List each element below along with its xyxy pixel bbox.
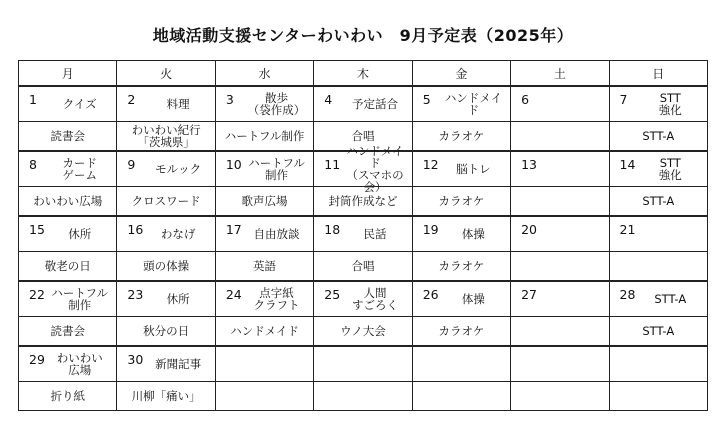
week-day-row <box>19 151 708 187</box>
day-number: 24 <box>225 287 242 302</box>
activity-cell: STT-A <box>609 317 707 347</box>
day-program: カード ゲーム <box>62 156 97 182</box>
day-number: 12 <box>422 157 439 172</box>
day-cell <box>412 151 510 187</box>
activity-cell: カラオケ <box>412 122 510 152</box>
activity-cell <box>609 382 707 411</box>
day-program: STT-A <box>654 292 687 306</box>
activity-cell: カラオケ <box>412 252 510 282</box>
day-program: 新聞記事 <box>155 357 202 371</box>
day-number: 20 <box>521 222 538 237</box>
day-cell <box>314 86 412 122</box>
day-number: 23 <box>127 287 144 302</box>
day-number: 21 <box>619 222 636 237</box>
day-program <box>441 347 506 381</box>
weekday-header-tue: 火 <box>117 61 215 87</box>
day-cell <box>609 86 707 122</box>
day-cell <box>117 86 215 122</box>
day-program: 予定話合 <box>351 97 398 111</box>
day-program: ハンドメイド （スマホの会） <box>346 144 404 194</box>
week-activity-row <box>19 382 708 411</box>
day-number: 8 <box>29 157 37 172</box>
day-cell <box>412 281 510 317</box>
day-program <box>638 217 703 251</box>
day-cell <box>19 216 117 252</box>
day-program: 点字紙 クラフト <box>253 286 300 312</box>
weekday-header-thu: 木 <box>314 61 412 87</box>
day-number: 16 <box>127 222 144 237</box>
day-number: 15 <box>29 222 45 237</box>
activity-cell: 合唱 <box>314 122 412 152</box>
activity-cell <box>511 122 609 152</box>
activity-cell: 川柳「痛い」 <box>117 382 215 411</box>
day-cell <box>19 151 117 187</box>
day-cell <box>412 216 510 252</box>
activity-cell <box>511 252 609 282</box>
day-cell <box>511 216 609 252</box>
activity-cell: ウノ大会 <box>314 317 412 347</box>
day-number: 4 <box>324 92 333 107</box>
activity-cell: 折り紙 <box>19 382 117 411</box>
day-program: ハートフル 制作 <box>51 286 109 312</box>
weekday-header-mon: 月 <box>19 61 117 87</box>
day-program: モルック <box>155 162 202 176</box>
day-program <box>638 347 703 381</box>
day-number: 14 <box>619 157 636 172</box>
day-program: 脳トレ <box>456 162 491 176</box>
day-cell <box>19 346 117 382</box>
day-cell <box>19 86 117 122</box>
activity-cell: 英語 <box>215 252 313 282</box>
week-activity-row <box>19 317 708 347</box>
day-cell <box>412 86 510 122</box>
activity-cell <box>511 317 609 347</box>
weekday-header-fri: 金 <box>412 61 510 87</box>
day-program: 人間 すごろく <box>351 286 398 312</box>
activity-cell: 読書会 <box>19 317 117 347</box>
day-number: 28 <box>619 287 636 302</box>
day-cell <box>511 86 609 122</box>
day-cell <box>511 151 609 187</box>
day-number: 13 <box>521 157 538 172</box>
day-program: ハートフル 制作 <box>248 156 305 182</box>
day-number: 1 <box>29 92 37 107</box>
activity-cell: わいわい紀行 「茨城県」 <box>117 122 215 152</box>
day-program <box>539 347 604 381</box>
activity-cell: カラオケ <box>412 317 510 347</box>
day-program <box>539 282 604 316</box>
activity-cell <box>609 252 707 282</box>
day-number: 30 <box>127 352 144 367</box>
day-cell <box>511 281 609 317</box>
calendar-body <box>19 86 708 411</box>
day-program: 料理 <box>166 97 190 111</box>
day-cell <box>314 346 412 382</box>
week-day-row <box>19 281 708 317</box>
day-cell <box>412 346 510 382</box>
day-number: 25 <box>324 287 341 302</box>
day-cell <box>117 346 215 382</box>
day-program: わなげ <box>160 227 196 241</box>
activity-cell: クロスワード <box>117 187 215 217</box>
day-cell <box>314 216 412 252</box>
weekday-header-sat: 土 <box>511 61 609 87</box>
weekday-header-row <box>19 61 708 87</box>
day-number: 7 <box>619 92 628 107</box>
day-program <box>539 87 604 121</box>
activity-cell: わいわい広場 <box>19 187 117 217</box>
day-program: 自由放談 <box>253 227 300 241</box>
day-program: 散歩 （袋作成） <box>247 91 306 117</box>
day-cell <box>215 86 313 122</box>
day-cell <box>609 346 707 382</box>
week-activity-row <box>19 252 708 282</box>
activity-cell <box>511 382 609 411</box>
day-cell <box>117 216 215 252</box>
day-cell <box>117 151 215 187</box>
day-cell <box>609 151 707 187</box>
day-number: 27 <box>521 287 538 302</box>
day-number: 17 <box>225 222 242 237</box>
day-cell <box>117 281 215 317</box>
day-program <box>342 347 407 381</box>
day-number: 3 <box>225 92 234 107</box>
day-program <box>244 347 309 381</box>
day-number: 10 <box>225 157 242 172</box>
day-number: 19 <box>422 222 439 237</box>
activity-cell: 封筒作成など <box>314 187 412 217</box>
page-title: 地域活動支援センターわいわい 9月予定表（2025年） <box>152 26 574 45</box>
day-cell <box>215 151 313 187</box>
day-cell <box>215 216 313 252</box>
day-cell <box>609 216 707 252</box>
activity-cell: ハンドメイド <box>215 317 313 347</box>
day-cell <box>314 144 412 194</box>
activity-cell: 頭の体操 <box>117 252 215 282</box>
day-program: ハンドメイド <box>444 91 502 117</box>
day-number: 6 <box>521 92 530 107</box>
week-day-row <box>19 86 708 122</box>
day-number: 11 <box>324 157 341 172</box>
day-program: STT 強化 <box>658 156 682 182</box>
day-program: わいわい 広場 <box>56 351 103 377</box>
activity-cell: 秋分の日 <box>117 317 215 347</box>
day-program: 休所 <box>68 227 92 241</box>
activity-cell: STT-A <box>609 187 707 217</box>
activity-cell: 敬老の日 <box>19 252 117 282</box>
weekday-header-wed: 水 <box>215 61 313 87</box>
schedule-calendar <box>18 60 708 411</box>
day-program: STT 強化 <box>658 91 682 117</box>
day-cell <box>511 346 609 382</box>
activity-cell <box>215 382 313 411</box>
day-number: 29 <box>29 352 45 367</box>
day-program <box>539 152 604 186</box>
activity-cell <box>511 187 609 217</box>
activity-cell <box>412 382 510 411</box>
day-program: 民話 <box>363 227 387 241</box>
week-day-row <box>19 216 708 252</box>
day-cell <box>314 281 412 317</box>
day-cell <box>215 346 313 382</box>
activity-cell: ハートフル制作 <box>215 122 313 152</box>
activity-cell: 読書会 <box>19 122 117 152</box>
day-cell <box>609 281 707 317</box>
activity-cell: 合唱 <box>314 252 412 282</box>
activity-cell <box>314 382 412 411</box>
day-cell <box>215 281 313 317</box>
activity-cell: 歌声広場 <box>215 187 313 217</box>
day-cell <box>19 281 117 317</box>
week-day-row <box>19 346 708 382</box>
activity-cell: STT-A <box>609 122 707 152</box>
day-number: 9 <box>127 157 136 172</box>
day-number: 22 <box>29 287 45 302</box>
activity-cell: カラオケ <box>412 187 510 217</box>
day-program: 体操 <box>461 292 485 306</box>
weekday-header-sun: 日 <box>609 61 707 87</box>
day-program: 体操 <box>461 227 485 241</box>
day-number: 2 <box>127 92 136 107</box>
day-program: クイズ <box>62 97 97 111</box>
day-program: 休所 <box>166 292 190 306</box>
day-number: 5 <box>422 92 431 107</box>
day-program <box>539 217 604 251</box>
day-number: 26 <box>422 287 439 302</box>
day-number: 18 <box>324 222 341 237</box>
